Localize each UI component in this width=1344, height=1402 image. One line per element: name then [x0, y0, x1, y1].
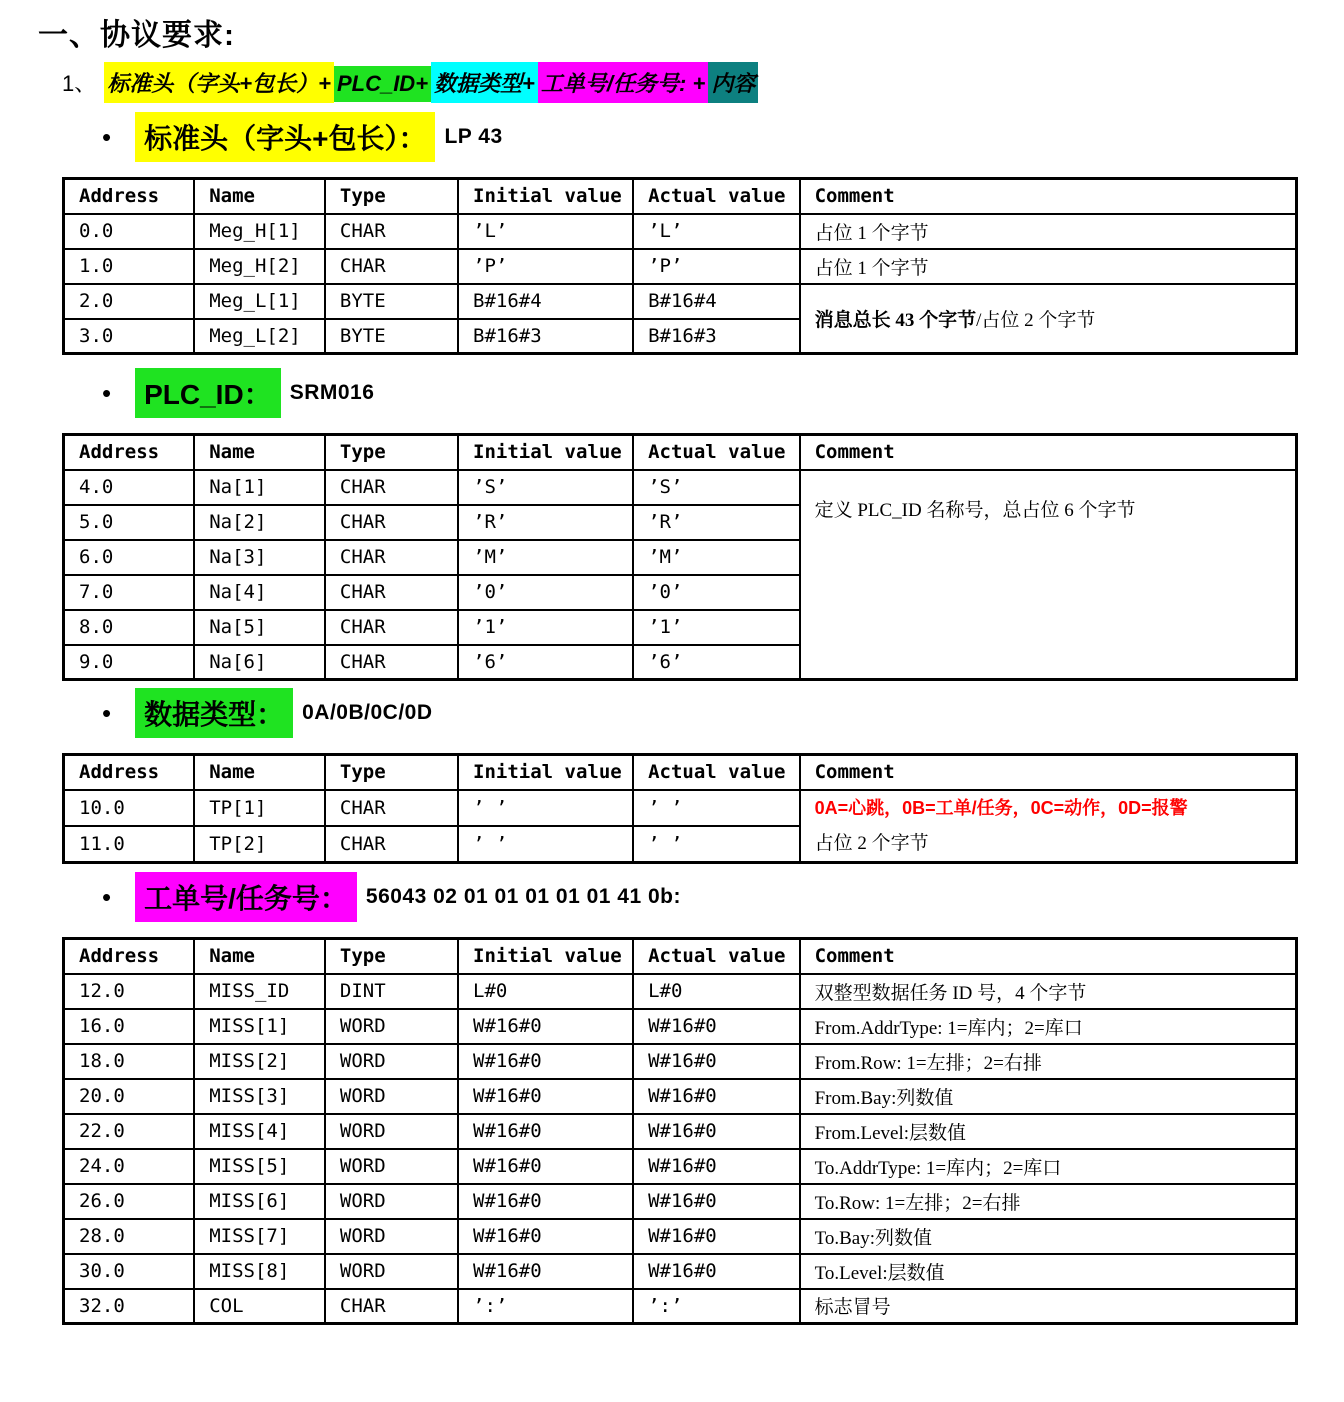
cell-initial-value: ’0’ — [458, 575, 633, 610]
bullet-icon: • — [102, 698, 112, 728]
cell-initial-value: ’S’ — [458, 470, 633, 505]
cell-type: CHAR — [325, 645, 458, 680]
column-header-initial-value: Initial value — [458, 939, 633, 974]
column-header-address: Address — [64, 939, 195, 974]
protocol-segments — [104, 62, 758, 103]
cell-initial-value: ’6’ — [458, 645, 633, 680]
comment-line: 占位 1 个字节 — [814, 222, 929, 244]
cell-actual-value: ’6’ — [633, 645, 799, 680]
cell-type: WORD — [325, 1079, 458, 1114]
cell-type: CHAR — [325, 610, 458, 645]
table-row — [64, 1219, 1297, 1254]
column-header-actual-value: Actual value — [633, 755, 799, 790]
section-heading-value: LP 43 — [444, 125, 503, 148]
cell-name: MISS[8] — [194, 1254, 325, 1289]
cell-address: 6.0 — [64, 540, 195, 575]
table-row — [64, 284, 1297, 319]
table-row — [64, 1254, 1297, 1289]
cell-comment — [800, 1009, 1297, 1044]
column-header-type: Type — [325, 939, 458, 974]
cell-name: Na[6] — [194, 645, 325, 680]
cell-name: MISS[6] — [194, 1184, 325, 1219]
cell-address: 12.0 — [64, 974, 195, 1009]
cell-type: CHAR — [325, 540, 458, 575]
cell-type: CHAR — [325, 249, 458, 284]
comment-line: 占位 1 个字节 — [814, 257, 929, 279]
cell-address: 20.0 — [64, 1079, 195, 1114]
cell-type: WORD — [325, 1219, 458, 1254]
cell-address: 5.0 — [64, 505, 195, 540]
cell-type: CHAR — [325, 470, 458, 505]
cell-actual-value: B#16#3 — [633, 319, 799, 354]
cell-name: Na[4] — [194, 575, 325, 610]
cell-type: BYTE — [325, 319, 458, 354]
column-header-address: Address — [64, 179, 195, 214]
cell-initial-value: ’ ’ — [458, 826, 633, 862]
comment-line: From.Level:层数值 — [814, 1122, 967, 1144]
cell-initial-value: W#16#0 — [458, 1219, 633, 1254]
cell-actual-value: W#16#0 — [633, 1184, 799, 1219]
cell-initial-value: L#0 — [458, 974, 633, 1009]
cell-comment — [800, 1184, 1297, 1219]
cell-actual-value: W#16#0 — [633, 1114, 799, 1149]
section-heading-value: SRM016 — [289, 381, 375, 404]
page-title: 一、协议要求: — [38, 19, 235, 52]
comment-line: From.Bay:列数值 — [814, 1087, 954, 1109]
cell-name: MISS[2] — [194, 1044, 325, 1079]
column-header-actual-value: Actual value — [633, 939, 799, 974]
cell-name: Meg_L[2] — [194, 319, 325, 354]
cell-type: WORD — [325, 1044, 458, 1079]
section-data-type — [62, 688, 1298, 864]
cell-comment — [800, 470, 1297, 680]
section-plc-id — [62, 368, 1298, 681]
section-heading — [62, 368, 1298, 418]
cell-name: Na[5] — [194, 610, 325, 645]
cell-address: 26.0 — [64, 1184, 195, 1219]
cell-comment — [800, 974, 1297, 1009]
bullet-icon: • — [102, 378, 112, 408]
protocol-formula-line — [62, 62, 758, 103]
bullet-icon: • — [102, 122, 112, 152]
list-number: 1、 — [62, 71, 97, 96]
table-row — [64, 1079, 1297, 1114]
cell-name: MISS[7] — [194, 1219, 325, 1254]
cell-type: WORD — [325, 1009, 458, 1044]
cell-actual-value: W#16#0 — [633, 1079, 799, 1114]
section-heading — [62, 112, 1298, 162]
cell-actual-value: ’0’ — [633, 575, 799, 610]
column-header-initial-value: Initial value — [458, 435, 633, 470]
comment-line: 定义 PLC_ID 名称号，总占位 6 个字节 — [814, 499, 1136, 521]
cell-actual-value: ’ ’ — [633, 826, 799, 862]
cell-type: BYTE — [325, 284, 458, 319]
column-header-comment: Comment — [800, 755, 1297, 790]
section-work-order — [62, 872, 1298, 1325]
cell-actual-value: ’L’ — [633, 214, 799, 249]
comment-line: To.Bay:列数值 — [814, 1227, 932, 1249]
cell-initial-value: ’:’ — [458, 1289, 633, 1324]
column-header-type: Type — [325, 435, 458, 470]
column-header-comment: Comment — [800, 179, 1297, 214]
column-header-actual-value: Actual value — [633, 435, 799, 470]
cell-name: TP[2] — [194, 826, 325, 862]
cell-initial-value: W#16#0 — [458, 1149, 633, 1184]
cell-actual-value: W#16#0 — [633, 1044, 799, 1079]
cell-comment — [800, 1289, 1297, 1324]
protocol-segment: 内容 — [708, 62, 758, 103]
cell-address: 2.0 — [64, 284, 195, 319]
cell-initial-value: B#16#3 — [458, 319, 633, 354]
cell-name: Na[3] — [194, 540, 325, 575]
cell-initial-value: ’P’ — [458, 249, 633, 284]
section-heading-label: 标准头（字头+包长）： — [135, 112, 435, 162]
cell-name: MISS[1] — [194, 1009, 325, 1044]
comment-line: 消息总长 43 个字节/占位 2 个字节 — [814, 309, 1096, 331]
protocol-segment: 数据类型+ — [431, 62, 538, 103]
cell-initial-value: W#16#0 — [458, 1044, 633, 1079]
column-header-actual-value: Actual value — [633, 179, 799, 214]
data-type-table — [62, 753, 1298, 864]
table-header-row — [64, 179, 1297, 214]
cell-type: WORD — [325, 1149, 458, 1184]
cell-address: 22.0 — [64, 1114, 195, 1149]
cell-comment — [800, 1219, 1297, 1254]
cell-type: WORD — [325, 1184, 458, 1219]
cell-actual-value: ’M’ — [633, 540, 799, 575]
cell-actual-value: ’ ’ — [633, 790, 799, 826]
column-header-name: Name — [194, 435, 325, 470]
table-row — [64, 1149, 1297, 1184]
table-row — [64, 1184, 1297, 1219]
comment-line: To.AddrType: 1=库内；2=库口 — [814, 1157, 1062, 1179]
cell-type: CHAR — [325, 505, 458, 540]
cell-address: 30.0 — [64, 1254, 195, 1289]
plc-id-table — [62, 433, 1298, 681]
cell-type: CHAR — [325, 790, 458, 826]
cell-comment — [800, 214, 1297, 249]
cell-name: COL — [194, 1289, 325, 1324]
column-header-name: Name — [194, 755, 325, 790]
table-row — [64, 974, 1297, 1009]
table-row — [64, 1044, 1297, 1079]
cell-initial-value: W#16#0 — [458, 1079, 633, 1114]
cell-initial-value: ’L’ — [458, 214, 633, 249]
cell-initial-value: ’R’ — [458, 505, 633, 540]
cell-type: CHAR — [325, 575, 458, 610]
cell-name: Meg_H[2] — [194, 249, 325, 284]
cell-type: DINT — [325, 974, 458, 1009]
cell-initial-value: W#16#0 — [458, 1184, 633, 1219]
section-heading-value: 0A/0B/0C/0D — [302, 701, 433, 724]
cell-address: 4.0 — [64, 470, 195, 505]
cell-actual-value: ’1’ — [633, 610, 799, 645]
section-heading-label: 工单号/任务号： — [135, 872, 357, 922]
cell-address: 8.0 — [64, 610, 195, 645]
comment-line: To.Row: 1=左排；2=右排 — [814, 1192, 1021, 1214]
column-header-comment: Comment — [800, 435, 1297, 470]
cell-actual-value: B#16#4 — [633, 284, 799, 319]
comment-line: 标志冒号 — [814, 1297, 891, 1319]
cell-address: 0.0 — [64, 214, 195, 249]
table-row — [64, 470, 1297, 505]
cell-actual-value: ’:’ — [633, 1289, 799, 1324]
table-header-row — [64, 435, 1297, 470]
cell-address: 28.0 — [64, 1219, 195, 1254]
cell-initial-value: ’ ’ — [458, 790, 633, 826]
column-header-type: Type — [325, 755, 458, 790]
cell-name: MISS[3] — [194, 1079, 325, 1114]
cell-initial-value: W#16#0 — [458, 1254, 633, 1289]
cell-address: 11.0 — [64, 826, 195, 862]
cell-comment — [800, 1254, 1297, 1289]
table-header-row — [64, 755, 1297, 790]
cell-address: 7.0 — [64, 575, 195, 610]
comment-line: To.Level:层数值 — [814, 1262, 945, 1284]
comment-line: From.Row: 1=左排；2=右排 — [814, 1052, 1042, 1074]
cell-type: WORD — [325, 1254, 458, 1289]
cell-name: MISS[5] — [194, 1149, 325, 1184]
cell-type: CHAR — [325, 214, 458, 249]
cell-name: MISS_ID — [194, 974, 325, 1009]
column-header-address: Address — [64, 435, 195, 470]
protocol-segment: PLC_ID+ — [334, 66, 431, 102]
cell-type: CHAR — [325, 826, 458, 862]
cell-comment — [800, 790, 1297, 863]
cell-address: 1.0 — [64, 249, 195, 284]
cell-comment — [800, 1079, 1297, 1114]
table-header-row — [64, 939, 1297, 974]
table-row — [64, 1009, 1297, 1044]
cell-actual-value: W#16#0 — [633, 1219, 799, 1254]
section-heading — [62, 872, 1298, 922]
column-header-type: Type — [325, 179, 458, 214]
column-header-initial-value: Initial value — [458, 179, 633, 214]
table-row — [64, 214, 1297, 249]
cell-name: Na[2] — [194, 505, 325, 540]
cell-address: 3.0 — [64, 319, 195, 354]
cell-comment — [800, 1114, 1297, 1149]
cell-comment — [800, 1149, 1297, 1184]
cell-actual-value: W#16#0 — [633, 1254, 799, 1289]
cell-initial-value: ’M’ — [458, 540, 633, 575]
cell-name: Na[1] — [194, 470, 325, 505]
table-row — [64, 1289, 1297, 1324]
cell-initial-value: W#16#0 — [458, 1009, 633, 1044]
protocol-segment: 标准头（字头+包长）+ — [104, 62, 334, 103]
cell-type: CHAR — [325, 1289, 458, 1324]
column-header-name: Name — [194, 939, 325, 974]
column-header-comment: Comment — [800, 939, 1297, 974]
cell-address: 16.0 — [64, 1009, 195, 1044]
cell-initial-value: ’1’ — [458, 610, 633, 645]
column-header-name: Name — [194, 179, 325, 214]
section-heading-label: PLC_ID： — [135, 368, 281, 418]
column-header-address: Address — [64, 755, 195, 790]
cell-comment — [800, 249, 1297, 284]
cell-name: Meg_H[1] — [194, 214, 325, 249]
cell-name: Meg_L[1] — [194, 284, 325, 319]
cell-actual-value: ’P’ — [633, 249, 799, 284]
comment-line: From.AddrType: 1=库内；2=库口 — [814, 1017, 1083, 1039]
cell-initial-value: B#16#4 — [458, 284, 633, 319]
cell-address: 18.0 — [64, 1044, 195, 1079]
protocol-segment: 工单号/任务号: + — [538, 62, 708, 103]
cell-initial-value: W#16#0 — [458, 1114, 633, 1149]
section-heading-label: 数据类型： — [135, 688, 293, 738]
comment-line: 占位 2 个字节 — [814, 832, 929, 854]
section-standard-header — [62, 112, 1298, 355]
comment-line: 双整型数据任务 ID 号，4 个字节 — [814, 982, 1087, 1004]
work-order-table — [62, 937, 1298, 1325]
cell-address: 10.0 — [64, 790, 195, 826]
cell-actual-value: W#16#0 — [633, 1149, 799, 1184]
table-row — [64, 1114, 1297, 1149]
section-heading-value: 56043 02 01 01 01 01 01 41 0b: — [365, 885, 681, 908]
cell-comment — [800, 1044, 1297, 1079]
cell-actual-value: ’S’ — [633, 470, 799, 505]
cell-name: MISS[4] — [194, 1114, 325, 1149]
table-row — [64, 790, 1297, 826]
cell-address: 32.0 — [64, 1289, 195, 1324]
standard-header-table — [62, 177, 1298, 355]
bullet-icon: • — [102, 882, 112, 912]
section-heading — [62, 688, 1298, 738]
cell-actual-value: W#16#0 — [633, 1009, 799, 1044]
table-row — [64, 249, 1297, 284]
cell-address: 24.0 — [64, 1149, 195, 1184]
cell-address: 9.0 — [64, 645, 195, 680]
comment-line: 0A=心跳，0B=工单/任务，0C=动作，0D=报警 — [814, 797, 1188, 818]
cell-name: TP[1] — [194, 790, 325, 826]
cell-actual-value: L#0 — [633, 974, 799, 1009]
cell-actual-value: ’R’ — [633, 505, 799, 540]
column-header-initial-value: Initial value — [458, 755, 633, 790]
cell-type: WORD — [325, 1114, 458, 1149]
cell-comment — [800, 284, 1297, 354]
